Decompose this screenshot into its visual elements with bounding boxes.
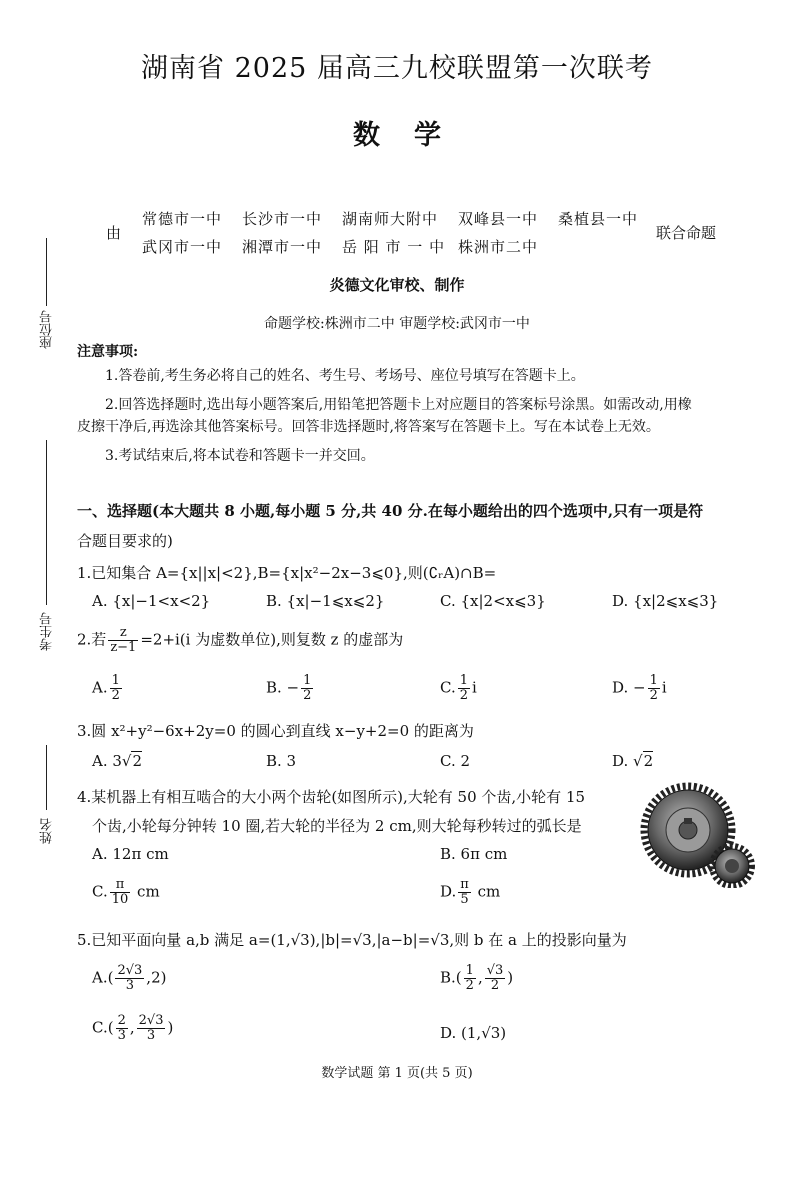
section-heading [77,500,703,521]
q5-b-den-1: 2 [465,978,474,993]
by-label: 由 [106,224,122,242]
q2-frac-den: z−1 [110,640,137,655]
q2-c-frac [458,674,470,703]
q2-a-label: A. [92,678,108,697]
q5-c-frac-1 [116,1014,128,1043]
q5-a-frac [115,964,144,993]
q5-option-a: A.( $\frac{2√3}{3}$ ,2) [92,963,167,993]
q4-c-tail: cm [137,882,160,901]
section-heading-line-2: 合题目要求的) [77,532,173,550]
q5-option-d: D. (1,√3) [440,1024,507,1042]
subject-title: 数学 [353,120,475,151]
school-9: 株洲市二中 [458,238,539,256]
q4-d-tail: cm [477,882,501,901]
q3-d-radicand: 2 [643,752,654,770]
exam-no-label: 考生号 [40,612,55,651]
q5-a-label: A. [92,968,108,987]
q3-option-d: D. √2 [612,752,654,770]
notice-item-1: 1.答卷前,考生务必将自己的姓名、考生号、考场号、座位号填写在答题卡上。 [105,368,585,384]
small-gear [712,846,752,886]
school-8: 岳 阳 市 一 中 [342,238,446,256]
school-1: 常德市一中 [142,210,223,228]
q3-stem: 3.圆 x²+y²−6x+2y=0 的圆心到直线 x−y+2=0 的距离为 [77,722,474,740]
school-7: 湘潭市一中 [242,238,323,256]
q4-d-label: D. [440,882,457,901]
q3-option-b: B. 3 [266,752,297,770]
seat-line [46,238,47,306]
q5-b-label: B. [440,968,456,987]
q1-option-b: B. {x|−1⩽x⩽2} [266,592,385,610]
q2-d-label: D. − [612,678,646,697]
q5-c-den-1: 3 [117,1028,126,1043]
q5-option-b: B.( $\frac{1}{2}$ , $\frac{√3}{2}$ ) [440,963,514,993]
q2-c-label: C. [440,678,456,697]
q2-c-num: 1 [459,673,468,688]
page-footer: 数学试题 第 1 页(共 5 页) [321,1066,473,1081]
school-4: 双峰县一中 [458,210,539,228]
q4-c-num: π [110,878,131,893]
exam-no-line [46,440,47,605]
q4-stem-2: 个齿,小轮每分钟转 10 圈,若大轮的半径为 2 cm,则大轮每秒转过的弧长是 [92,817,582,835]
q4-c-label: C. [92,882,108,901]
q2-suffix: =2+i(i 为虚数单位),则复数 z 的虚部为 [140,630,404,649]
q3-option-c: C. 2 [440,752,471,770]
q1-stem: 1.已知集合 A={x||x|<2},B={x|x²−2x−3⩽0},则(∁ᵣA)∩B= [77,564,497,582]
q2-b-frac [301,674,313,703]
joint-label: 联合命题 [656,224,717,242]
name-line [46,745,47,810]
proposer-line: 命题学校:株洲市二中 审题学校:武冈市一中 [264,316,530,332]
q4-option-d [440,878,500,907]
q3-a-radicand: 2 [132,752,143,770]
q3-a-label: A. 3 [92,752,122,770]
q1-option-d: D. {x|2⩽x⩽3} [612,592,719,610]
q2-option-a [92,674,124,703]
notice-item-2a: 2.回答选择题时,选出每小题答案后,用铅笔把答题卡上对应题目的答案标号涂黑。如需改动,用橡 [105,397,692,413]
q4-d-den: 5 [460,892,469,907]
q4-option-b: B. 6π cm [440,845,508,863]
q5-a-tail: ,2) [146,968,167,987]
q4-c-den: 10 [111,892,129,907]
q2-option-d [612,674,667,703]
q1-option-c: C. {x|2<x⩽3} [440,592,546,610]
q3-d-label: D. [612,752,634,770]
notice-item-3: 3.考试结束后,将本试卷和答题卡一并交回。 [105,448,375,464]
q4-d-num: π [460,877,469,892]
q2-option-b [266,674,315,703]
q5-c-num-2: 2√3 [138,1013,164,1028]
q2-c-den: 2 [459,688,468,703]
school-5: 桑植县一中 [558,210,639,228]
q4-option-a: A. 12π cm [92,845,169,863]
q5-b-frac-1 [464,964,476,993]
q2-b-label: B. − [266,678,300,697]
q5-option-c: C.( $\frac{2}{3}$ , $\frac{2√3}{3}$ ) [92,1013,174,1043]
section-heading-line-1: 一、选择题(本大题共 8 小题,每小题 5 分,共 40 分.在每小题给出的四个选项中,只有一项是符 [77,502,704,520]
q2-d-den: 2 [649,688,658,703]
q5-stem: 5.已知平面向量 a,b 满足 a=(1,√3),|b|=√3,|a−b|=√3,则 b 在 a 上的投影向量为 [77,931,627,949]
q2-prefix: 2.若 [77,630,107,649]
q1-option-a: A. {x|−1<x<2} [92,592,211,610]
q5-c-den-2: 3 [146,1028,156,1043]
q3-option-a: A. 3√2 [92,752,143,770]
q2-d-num: 1 [649,673,658,688]
q4-stem-1: 4.某机器上有相互啮合的大小两个齿轮(如图所示),大轮有 50 个齿,小轮有 15 [77,788,586,806]
q2-c-tail: i [472,678,477,697]
q2-frac-num: z [108,626,138,641]
school-6: 武冈市一中 [142,238,223,256]
q2-b-den: 2 [303,688,312,703]
producer-line: 炎德文化审校、制作 [329,276,465,294]
q5-b-num-2: √3 [486,963,504,978]
q2-d-frac [648,674,660,703]
q2-d-tail: i [661,678,667,697]
q5-c-num-1: 2 [117,1013,126,1028]
q2-a-frac [110,674,122,703]
q5-a-den: 3 [125,978,135,993]
q5-a-num: 2√3 [117,963,143,978]
school-3: 湖南师大附中 [342,210,439,228]
q5-b-frac-2 [485,964,506,993]
notice-item-2b: 皮擦干净后,再选涂其他答案标号。回答非选择题时,将答案写在答题卡上。写在本试卷上无效。 [77,419,660,435]
gear-icon [640,782,760,888]
q2-a-den: 2 [111,688,120,703]
q2-a-num: 1 [111,673,120,688]
q5-c-frac-2 [137,1014,166,1043]
q2-fraction [108,626,138,655]
q5-b-num-1: 1 [465,963,474,978]
seat-label: 座位号 [40,310,55,349]
q2-option-c [440,674,477,703]
q5-b-den-2: 2 [490,978,500,993]
q4-c-frac [110,878,131,907]
q4-option-c [92,878,160,907]
school-2: 长沙市一中 [242,210,323,228]
q5-c-label: C. [92,1018,108,1037]
q2-stem [77,626,403,655]
exam-title: 湖南省 2025 届高三九校联盟第一次联考 [141,53,653,84]
q4-d-frac [458,878,471,907]
notice-heading: 注意事项: [77,344,139,360]
q2-b-num: 1 [303,673,312,688]
name-label: 姓名 [40,818,55,844]
